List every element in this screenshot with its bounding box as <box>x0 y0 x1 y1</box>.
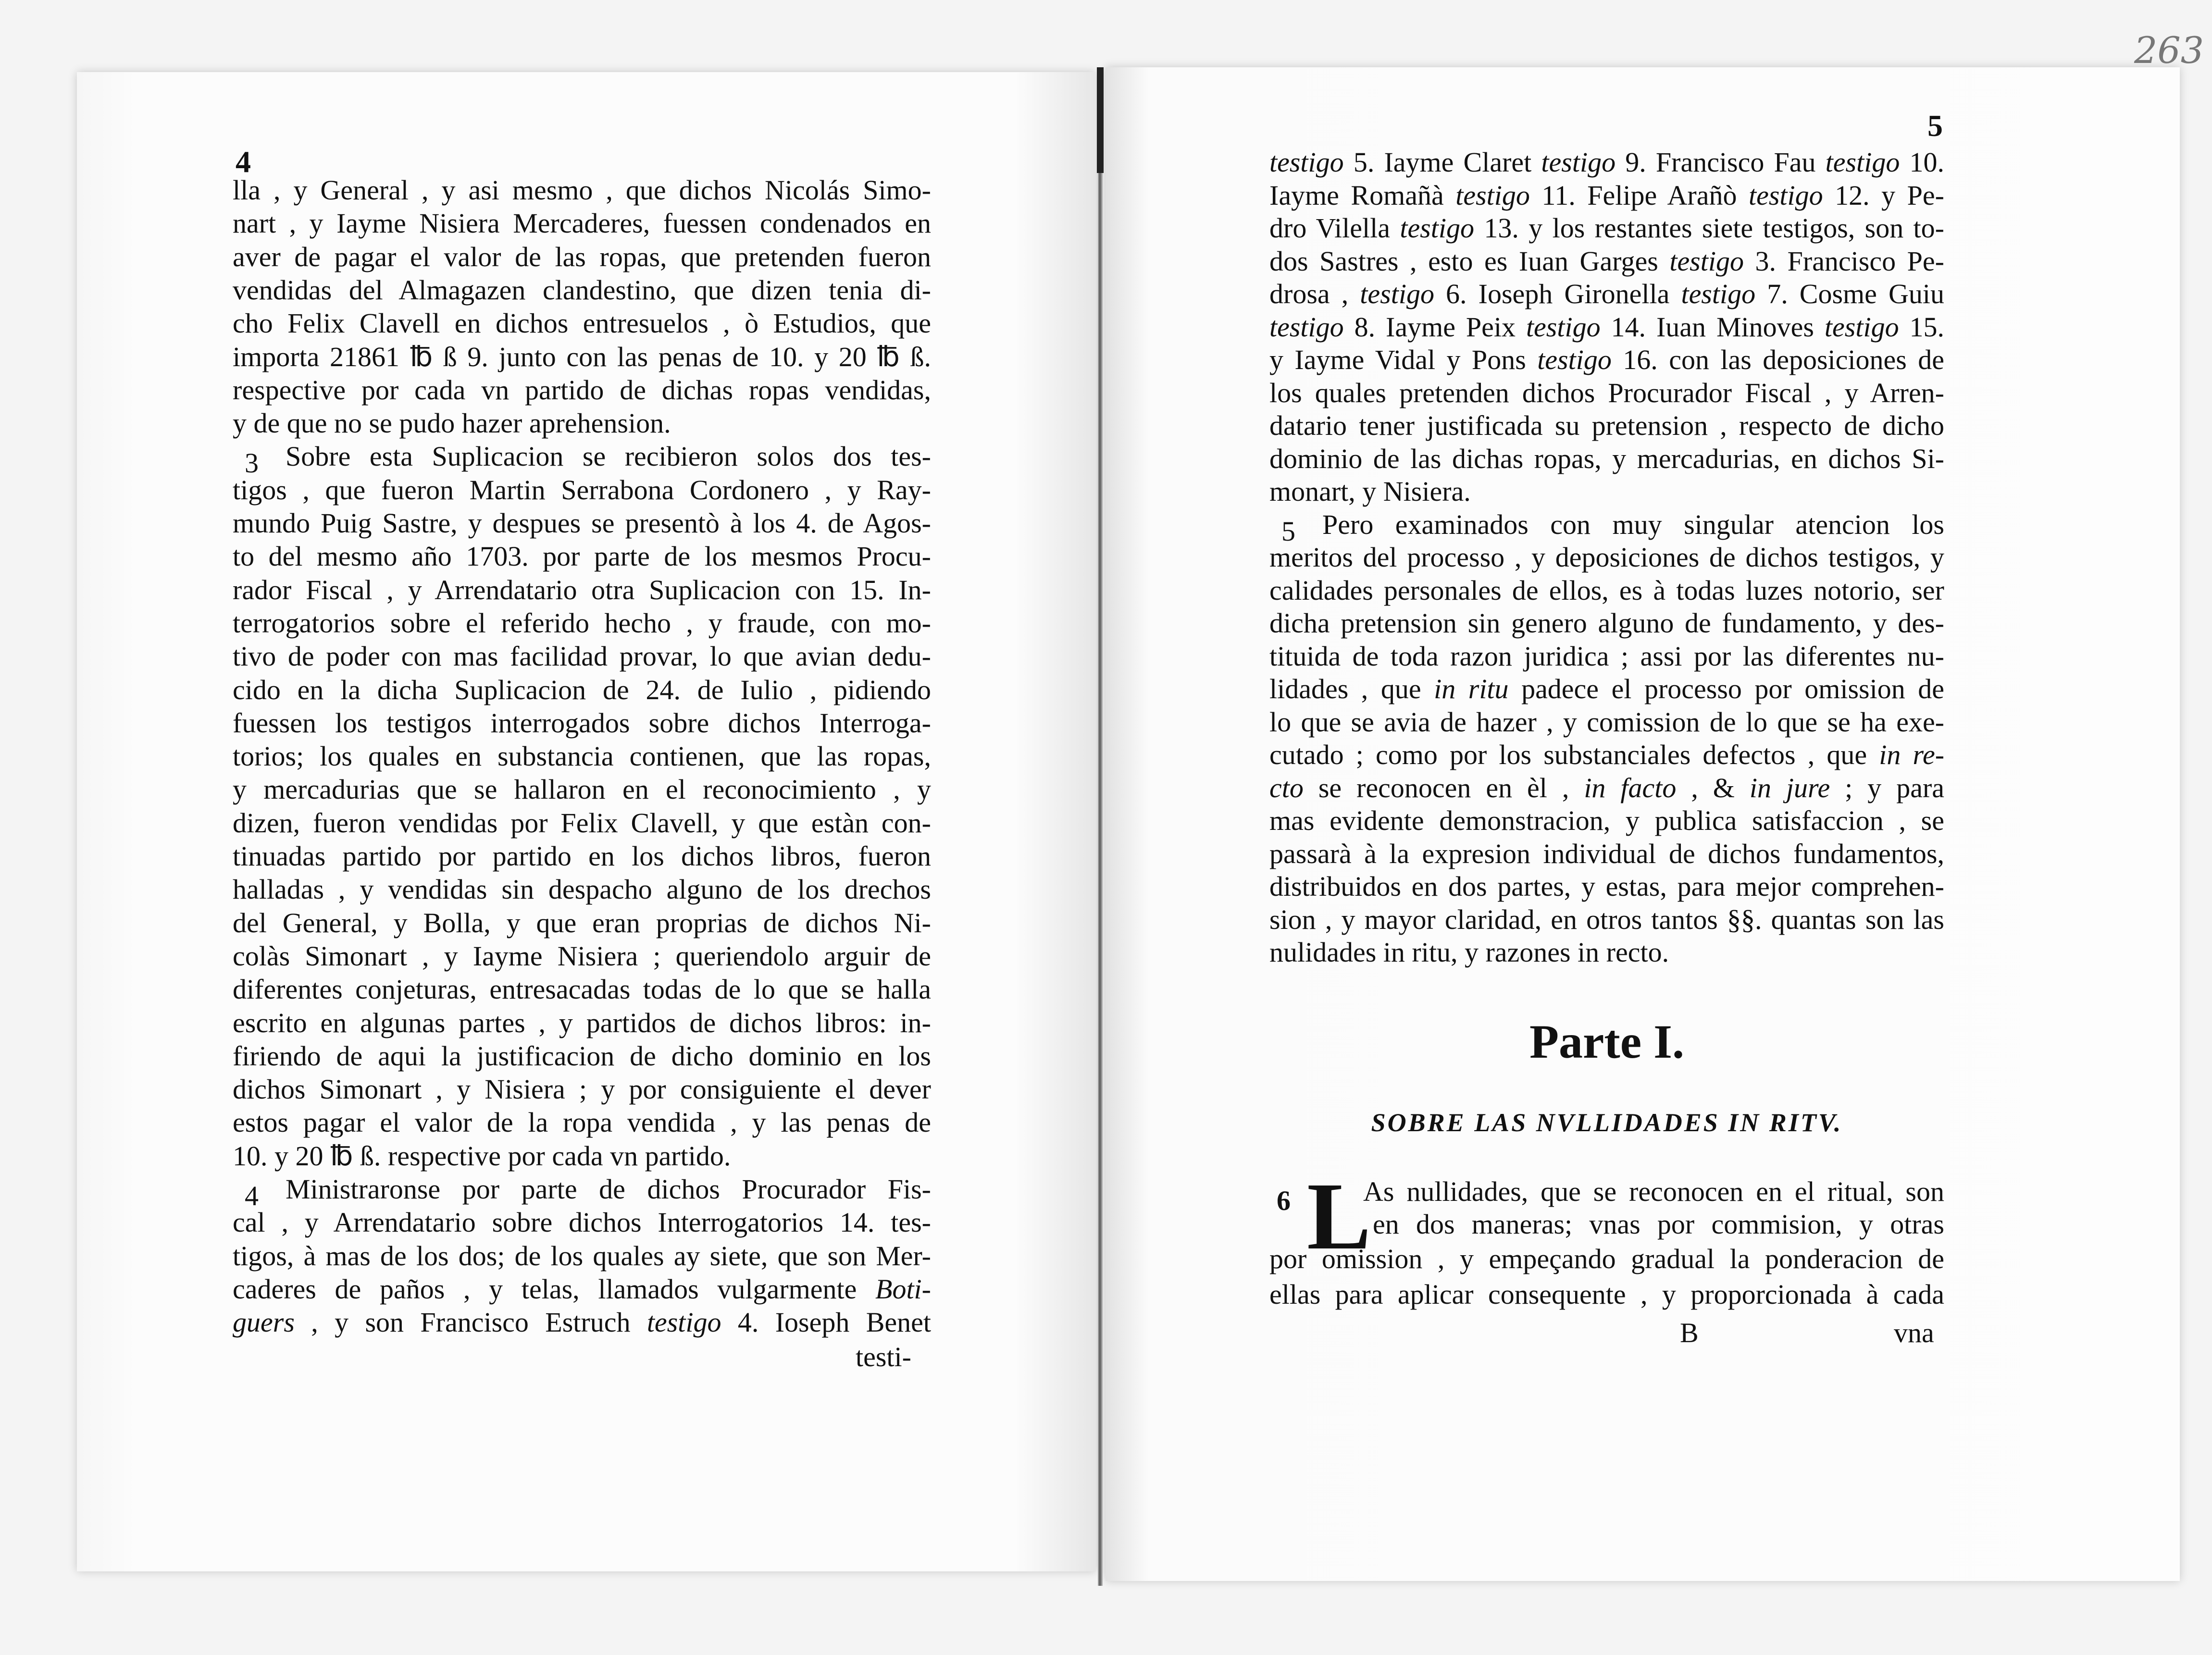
text-line <box>1269 772 1944 804</box>
text-segment: del General, y Bolla, y que eran proprias de dichos Ni- <box>233 907 931 939</box>
italic-text: testigo <box>646 1307 721 1338</box>
italic-text: testigo <box>1455 179 1530 211</box>
text-line <box>233 1206 931 1239</box>
text-segment: cido en la dicha Suplicacion de 24. de Iulio , pidiendo <box>233 674 931 705</box>
text-line <box>233 1073 931 1106</box>
text-segment: mas evidente demonstracion, y publica satisfaccion , se <box>1269 805 1944 836</box>
text-line <box>1269 870 1944 903</box>
text-line <box>233 341 931 373</box>
text-line <box>233 1273 931 1306</box>
book-gutter <box>1098 67 1103 1586</box>
text-segment: passarà à la expresion individual de dichos fundamentos, <box>1269 838 1944 869</box>
text-line <box>233 274 931 307</box>
text-segment: Ministraronse por parte de dichos Procurador Fis- <box>286 1173 931 1205</box>
text-segment: colàs Simonart , y Iayme Nisiera ; queriendolo arguir de <box>233 940 931 972</box>
text-segment: tituida de toda razon juridica ; assi por las diferentes nu- <box>1269 640 1944 672</box>
text-line <box>233 1240 931 1272</box>
text-line <box>233 1007 931 1039</box>
text-line <box>1269 443 1944 475</box>
italic-text: cto <box>1269 772 1304 803</box>
text-line <box>233 907 931 939</box>
text-segment: 4. Ioseph Benet <box>721 1307 931 1338</box>
text-line <box>233 707 931 740</box>
text-segment: tigos , que fueron Martin Serrabona Cordonero , y Ray- <box>233 474 931 506</box>
italic-text: testigo <box>1360 278 1434 309</box>
text-segment: tinuadas partido por partido en los dichos libros, fueron <box>233 840 931 872</box>
signature-mark: B <box>1680 1317 1699 1348</box>
text-line <box>1269 508 1944 547</box>
text-segment: lo que se avia de hazer , y comission de lo que se ha exe- <box>1269 706 1944 738</box>
text-segment: , & <box>1676 772 1750 803</box>
handwritten-folio-number: 263 <box>2134 29 2204 72</box>
text-segment: , y son Francisco Estruch <box>294 1307 647 1338</box>
text-segment: cutado ; como por los substanciales defectos , que <box>1269 739 1879 770</box>
right-page-number: 5 <box>1927 109 1943 143</box>
text-segment: 15. <box>1899 311 1945 343</box>
text-segment: vendidas del Almagazen clandestino, que dizen tenia di- <box>233 274 931 306</box>
text-line <box>233 640 931 673</box>
text-segment: nart , y Iayme Nisiera Mercaderes, fuessen condenados en <box>233 208 931 239</box>
text-segment: monart, y Nisiera. <box>1269 476 1471 507</box>
text-line <box>1269 344 1944 376</box>
text-line <box>1269 541 1944 574</box>
text-line <box>1269 640 1944 673</box>
gutter-shadow <box>1097 67 1104 173</box>
text-line: ellas para aplicar consequente , y proporcionada à cada <box>1269 1279 1944 1310</box>
text-line <box>233 607 931 640</box>
text-segment: Iayme Romañà <box>1269 179 1456 211</box>
text-line <box>233 840 931 873</box>
text-line <box>233 807 931 840</box>
italic-text: testigo <box>1681 278 1756 309</box>
text-segment: calidades personales de ellos, es à todas luzes notorio, ser <box>1269 574 1944 606</box>
text-segment: 8. Iayme Peix <box>1343 311 1526 343</box>
text-segment: cal , y Arrendatario sobre dichos Interrogatorios 14. tes- <box>233 1207 931 1238</box>
italic-text: testigo <box>1269 311 1344 343</box>
text-segment: y mercadurias que se hallaron en el reconocimiento , y <box>233 774 931 805</box>
text-segment: lidades , que <box>1269 673 1434 704</box>
text-segment: nulidades in ritu, y razones in recto. <box>1269 937 1669 968</box>
text-line <box>1269 475 1944 508</box>
text-segment: diferentes conjeturas, entresacadas todas de lo que se halla <box>233 974 931 1005</box>
text-segment: dizen, fueron vendidas por Felix Clavell, y que estàn con- <box>233 807 931 839</box>
italic-text: testigo <box>1825 147 1900 178</box>
text-line <box>233 1140 931 1173</box>
text-segment: torios; los quales en substancia contienen, que las ropas, <box>233 741 931 772</box>
italic-text: in facto <box>1584 772 1677 803</box>
left-page-number: 4 <box>236 145 251 179</box>
text-segment: dos Sastres , esto es Iuan Garges <box>1269 245 1670 277</box>
text-line: en dos maneras; vnas por commision, y otras <box>1373 1209 1944 1240</box>
text-segment: 11. Felipe Arañò <box>1529 179 1749 211</box>
italic-text: testigo <box>1824 311 1899 343</box>
text-line: por omission , y empeçando gradual la ponderacion de <box>1269 1243 1944 1274</box>
text-segment: tivo de poder con mas facilidad provar, lo que avian dedu- <box>233 641 931 672</box>
paragraph-6 <box>1269 1163 1944 1326</box>
text-line <box>1269 146 1944 179</box>
text-line <box>233 1106 931 1139</box>
text-segment: caderes de paños , y telas, llamados vulgarmente <box>233 1273 876 1305</box>
text-segment: tigos, à mas de los dos; de los quales ay siete, que son Mer- <box>233 1240 931 1272</box>
italic-text: testigo <box>1269 147 1344 178</box>
text-line <box>233 674 931 706</box>
text-segment: 13. y los restantes siete testigos, son to- <box>1474 212 1944 244</box>
text-segment: dicha pretension sin genero alguno de fundamento, y des- <box>1269 607 1944 639</box>
italic-text: in re- <box>1879 739 1945 770</box>
text-segment: datario tener justificada su pretension , respecto de dicho <box>1269 410 1944 441</box>
text-segment: Sobre esta Suplicacion se recibieron solos dos tes- <box>286 441 931 472</box>
text-line <box>233 474 931 506</box>
italic-text: in jure <box>1749 772 1830 803</box>
italic-text: testigo <box>1537 344 1612 375</box>
text-segment: terrogatorios sobre el referido hecho , y fraude, con mo- <box>233 607 931 639</box>
italic-text: testigo <box>1669 245 1744 277</box>
text-line <box>1269 739 1944 771</box>
text-line <box>1269 574 1944 607</box>
text-line <box>233 1173 931 1211</box>
text-line <box>233 1306 931 1339</box>
text-line <box>1269 804 1944 837</box>
text-line <box>233 374 931 407</box>
text-line <box>1269 409 1944 442</box>
text-line <box>1269 673 1944 705</box>
text-segment: se reconocen en èl , <box>1303 772 1584 803</box>
text-segment: importa 21861 ℔ ß 9. junto con las penas de 10. y 20 ℔ ß. <box>233 341 931 372</box>
right-catchword: vna <box>1894 1317 1934 1348</box>
paragraph-number: 3 <box>245 447 259 479</box>
text-segment: 6. Ioseph Gironella <box>1434 278 1681 309</box>
text-segment: 14. Iuan Minoves <box>1600 311 1825 343</box>
text-line <box>1269 838 1944 870</box>
text-segment: ; y para <box>1830 772 1945 803</box>
part-title: Parte I. <box>1529 1015 1685 1068</box>
text-line <box>1269 212 1944 245</box>
italic-text: guers <box>233 1307 295 1338</box>
text-segment: dro Vilella <box>1269 212 1400 244</box>
text-segment: distribuidos en dos partes, y estas, para mejor comprehen- <box>1269 871 1944 902</box>
text-segment: fuessen los testigos interrogados sobre dichos Interroga- <box>233 707 931 739</box>
left-catchword: testi- <box>856 1341 911 1372</box>
text-segment: dominio de las dichas ropas, y mercadurias, en dichos Si- <box>1269 443 1944 474</box>
text-line <box>1269 706 1944 739</box>
text-line <box>233 174 931 207</box>
text-segment: mundo Puig Sastre, y despues se presentò à los 4. de Agos- <box>233 507 931 539</box>
text-line <box>233 873 931 906</box>
text-segment: estos pagar el valor de la ropa vendida , y las penas de <box>233 1107 931 1138</box>
text-segment: los quales pretenden dichos Procurador Fiscal , y Arren- <box>1269 377 1944 408</box>
italic-text: testigo <box>1400 212 1474 244</box>
text-segment: halladas , y vendidas sin despacho alguno de los drechos <box>233 874 931 905</box>
text-line <box>233 940 931 973</box>
text-segment: padece el processo por omission de <box>1508 673 1944 704</box>
text-segment: 5. Iayme Claret <box>1343 147 1541 178</box>
text-line <box>1269 278 1944 310</box>
left-text-column <box>233 174 931 1375</box>
text-segment: 16. con las deposiciones de <box>1611 344 1944 375</box>
text-segment: 10. <box>1900 147 1944 178</box>
text-line <box>1269 377 1944 409</box>
italic-text: in ritu <box>1434 673 1509 704</box>
text-segment: 9. Francisco Fau <box>1616 147 1826 178</box>
text-segment: y Iayme Vidal y Pons <box>1269 344 1538 375</box>
text-segment: 7. Cosme Guiu <box>1755 278 1944 309</box>
text-segment: 10. y 20 ℔ ß. respective por cada vn partido. <box>233 1140 731 1172</box>
text-segment: escrito en algunas partes , y partidos de dichos libros: in- <box>233 1007 931 1038</box>
text-line <box>233 207 931 240</box>
text-segment: dichos Simonart , y Nisiera ; y por consiguiente el dever <box>233 1074 931 1105</box>
text-line <box>233 307 931 340</box>
paragraph-number: 4 <box>245 1180 259 1211</box>
text-line <box>233 507 931 540</box>
text-segment: sion , y mayor claridad, en otros tantos §§. quantas son las <box>1269 903 1944 935</box>
text-line <box>1269 179 1944 212</box>
italic-text: testigo <box>1541 147 1616 178</box>
text-line <box>233 407 931 440</box>
drop-cap: L <box>1307 1163 1371 1270</box>
italic-text: testigo <box>1748 179 1823 211</box>
text-segment: aver de pagar el valor de las ropas, que pretenden fueron <box>233 241 931 272</box>
paragraph-number: 5 <box>1281 515 1295 547</box>
text-line <box>1269 607 1944 640</box>
text-line <box>233 740 931 773</box>
text-line <box>1269 245 1944 278</box>
text-segment: Pero examinados con muy singular atencion los <box>1322 508 1944 540</box>
text-line <box>1269 936 1944 969</box>
text-segment: drosa , <box>1269 278 1360 309</box>
text-line <box>233 440 931 479</box>
text-line <box>233 241 931 273</box>
text-segment: 3. Francisco Pe- <box>1744 245 1944 277</box>
section-title: SOBRE LAS NVLLIDADES IN RITV. <box>1371 1108 1843 1137</box>
text-segment: meritos del processo , y deposiciones de dichos testigos, y <box>1269 542 1944 573</box>
text-segment: respective por cada vn partido de dichas ropas vendidas, <box>233 374 931 406</box>
text-line <box>233 574 931 606</box>
text-segment: firiendo de aqui la justificacion de dicho dominio en los <box>233 1040 931 1072</box>
paragraph-number: 6 <box>1277 1185 1291 1216</box>
text-line: As nullidades, que se reconocen en el ritual, son <box>1363 1176 1944 1207</box>
right-text-column <box>1269 146 1944 1011</box>
text-segment: lla , y General , y asi mesmo , que dichos Nicolás Simo- <box>233 174 931 206</box>
text-segment: y de que no se pudo hazer aprehension. <box>233 408 671 439</box>
text-line <box>233 540 931 573</box>
text-line <box>1269 311 1944 344</box>
text-line <box>1269 903 1944 936</box>
text-segment: 12. y Pe- <box>1823 179 1944 211</box>
text-segment: cho Felix Clavell en dichos entresuelos , ò Estudios, que <box>233 308 931 339</box>
text-segment: rador Fiscal , y Arrendatario otra Suplicacion con 15. In- <box>233 574 931 605</box>
text-segment: to del mesmo año 1703. por parte de los mesmos Procu- <box>233 541 931 572</box>
italic-text: Boti- <box>875 1273 931 1305</box>
text-line <box>233 1040 931 1073</box>
text-line <box>233 773 931 806</box>
italic-text: testigo <box>1526 311 1601 343</box>
text-line <box>233 973 931 1006</box>
